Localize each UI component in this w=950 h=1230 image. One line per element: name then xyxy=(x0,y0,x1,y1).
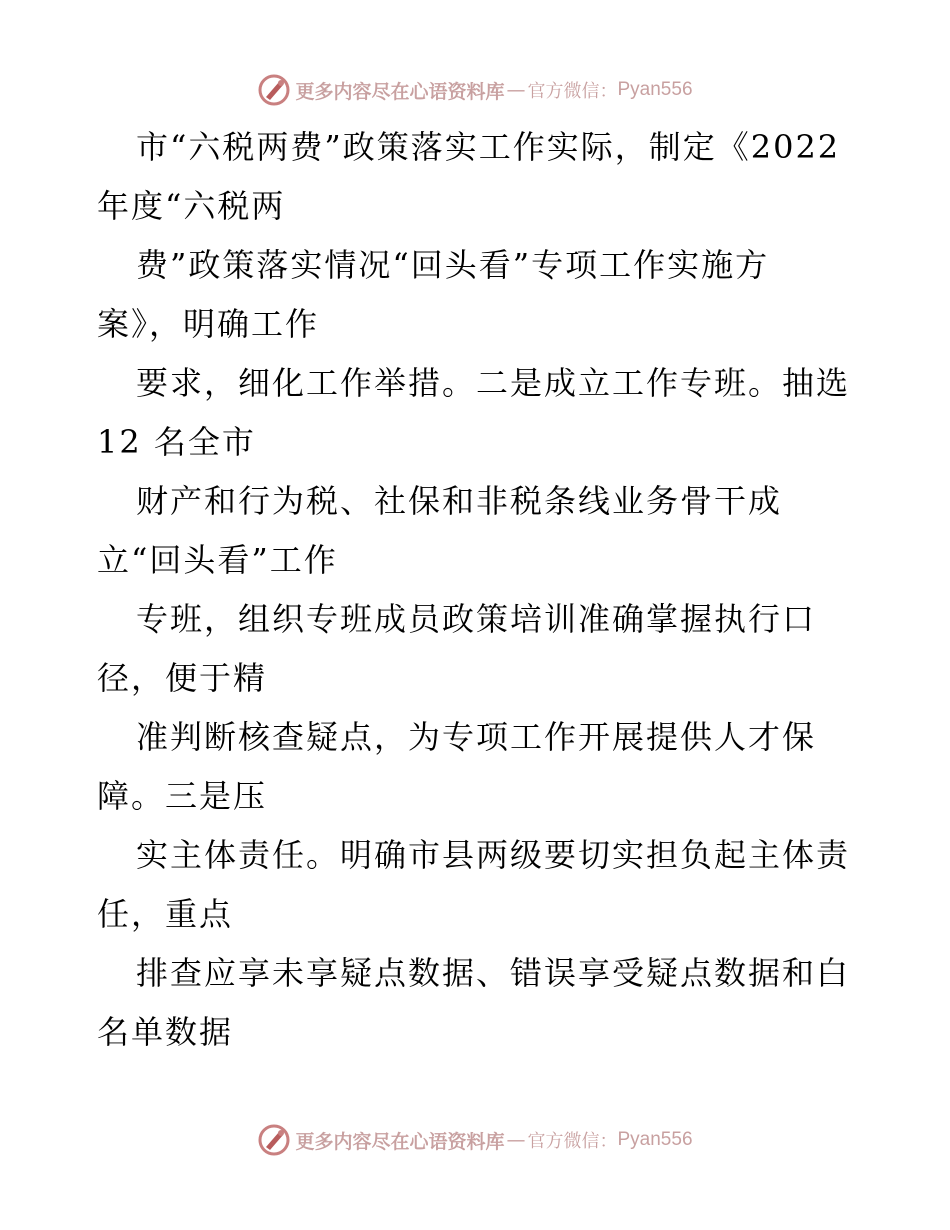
text-line: 财产和行为税、社保和非税条线业务骨干成 xyxy=(136,482,783,520)
text-line: 任，重点 xyxy=(97,895,234,933)
text-line: 费”政策落实情况“回头看”专项工作实施方 xyxy=(136,246,770,284)
header-site-name: 更多内容尽在心语资料库 xyxy=(295,80,505,103)
footer-official-label: 官方微信： xyxy=(527,1131,618,1152)
text-line: 12 名全市 xyxy=(97,423,256,461)
text-line: 要求，细化工作举措。二是成立工作专班。抽选 xyxy=(136,364,851,402)
text-line: 名单数据 xyxy=(97,1013,234,1051)
text-line: 准判断核查疑点，为专项工作开展提供人才保 xyxy=(136,718,817,756)
footer-watermark xyxy=(0,1120,950,1160)
header-watermark xyxy=(0,70,950,110)
header-separator: — xyxy=(506,79,526,101)
text-line: 市“六税两费”政策落实工作实际，制定《2022 xyxy=(136,128,841,166)
header-wechat-id: Pyan556 xyxy=(617,79,693,100)
text-line: 年度“六税两 xyxy=(97,187,286,225)
text-line: 案》，明确工作 xyxy=(97,305,320,343)
text-line: 障。三是压 xyxy=(97,777,268,815)
text-line: 专班，组织专班成员政策培训准确掌握执行口 xyxy=(136,600,817,638)
footer-wechat-id: Pyan556 xyxy=(617,1129,693,1150)
footer-separator: — xyxy=(506,1129,526,1151)
text-line: 径，便于精 xyxy=(97,659,268,697)
text-line: 立“回头看”工作 xyxy=(97,541,338,579)
header-official-label: 官方微信： xyxy=(527,81,618,102)
pen-seal-logo-icon xyxy=(257,73,291,107)
pen-seal-logo-icon xyxy=(257,1123,291,1157)
text-line: 排查应享未享疑点数据、错误享受疑点数据和白 xyxy=(136,954,851,992)
footer-site-name: 更多内容尽在心语资料库 xyxy=(295,1130,505,1153)
text-line: 实主体责任。明确市县两级要切实担负起主体责 xyxy=(136,836,851,874)
